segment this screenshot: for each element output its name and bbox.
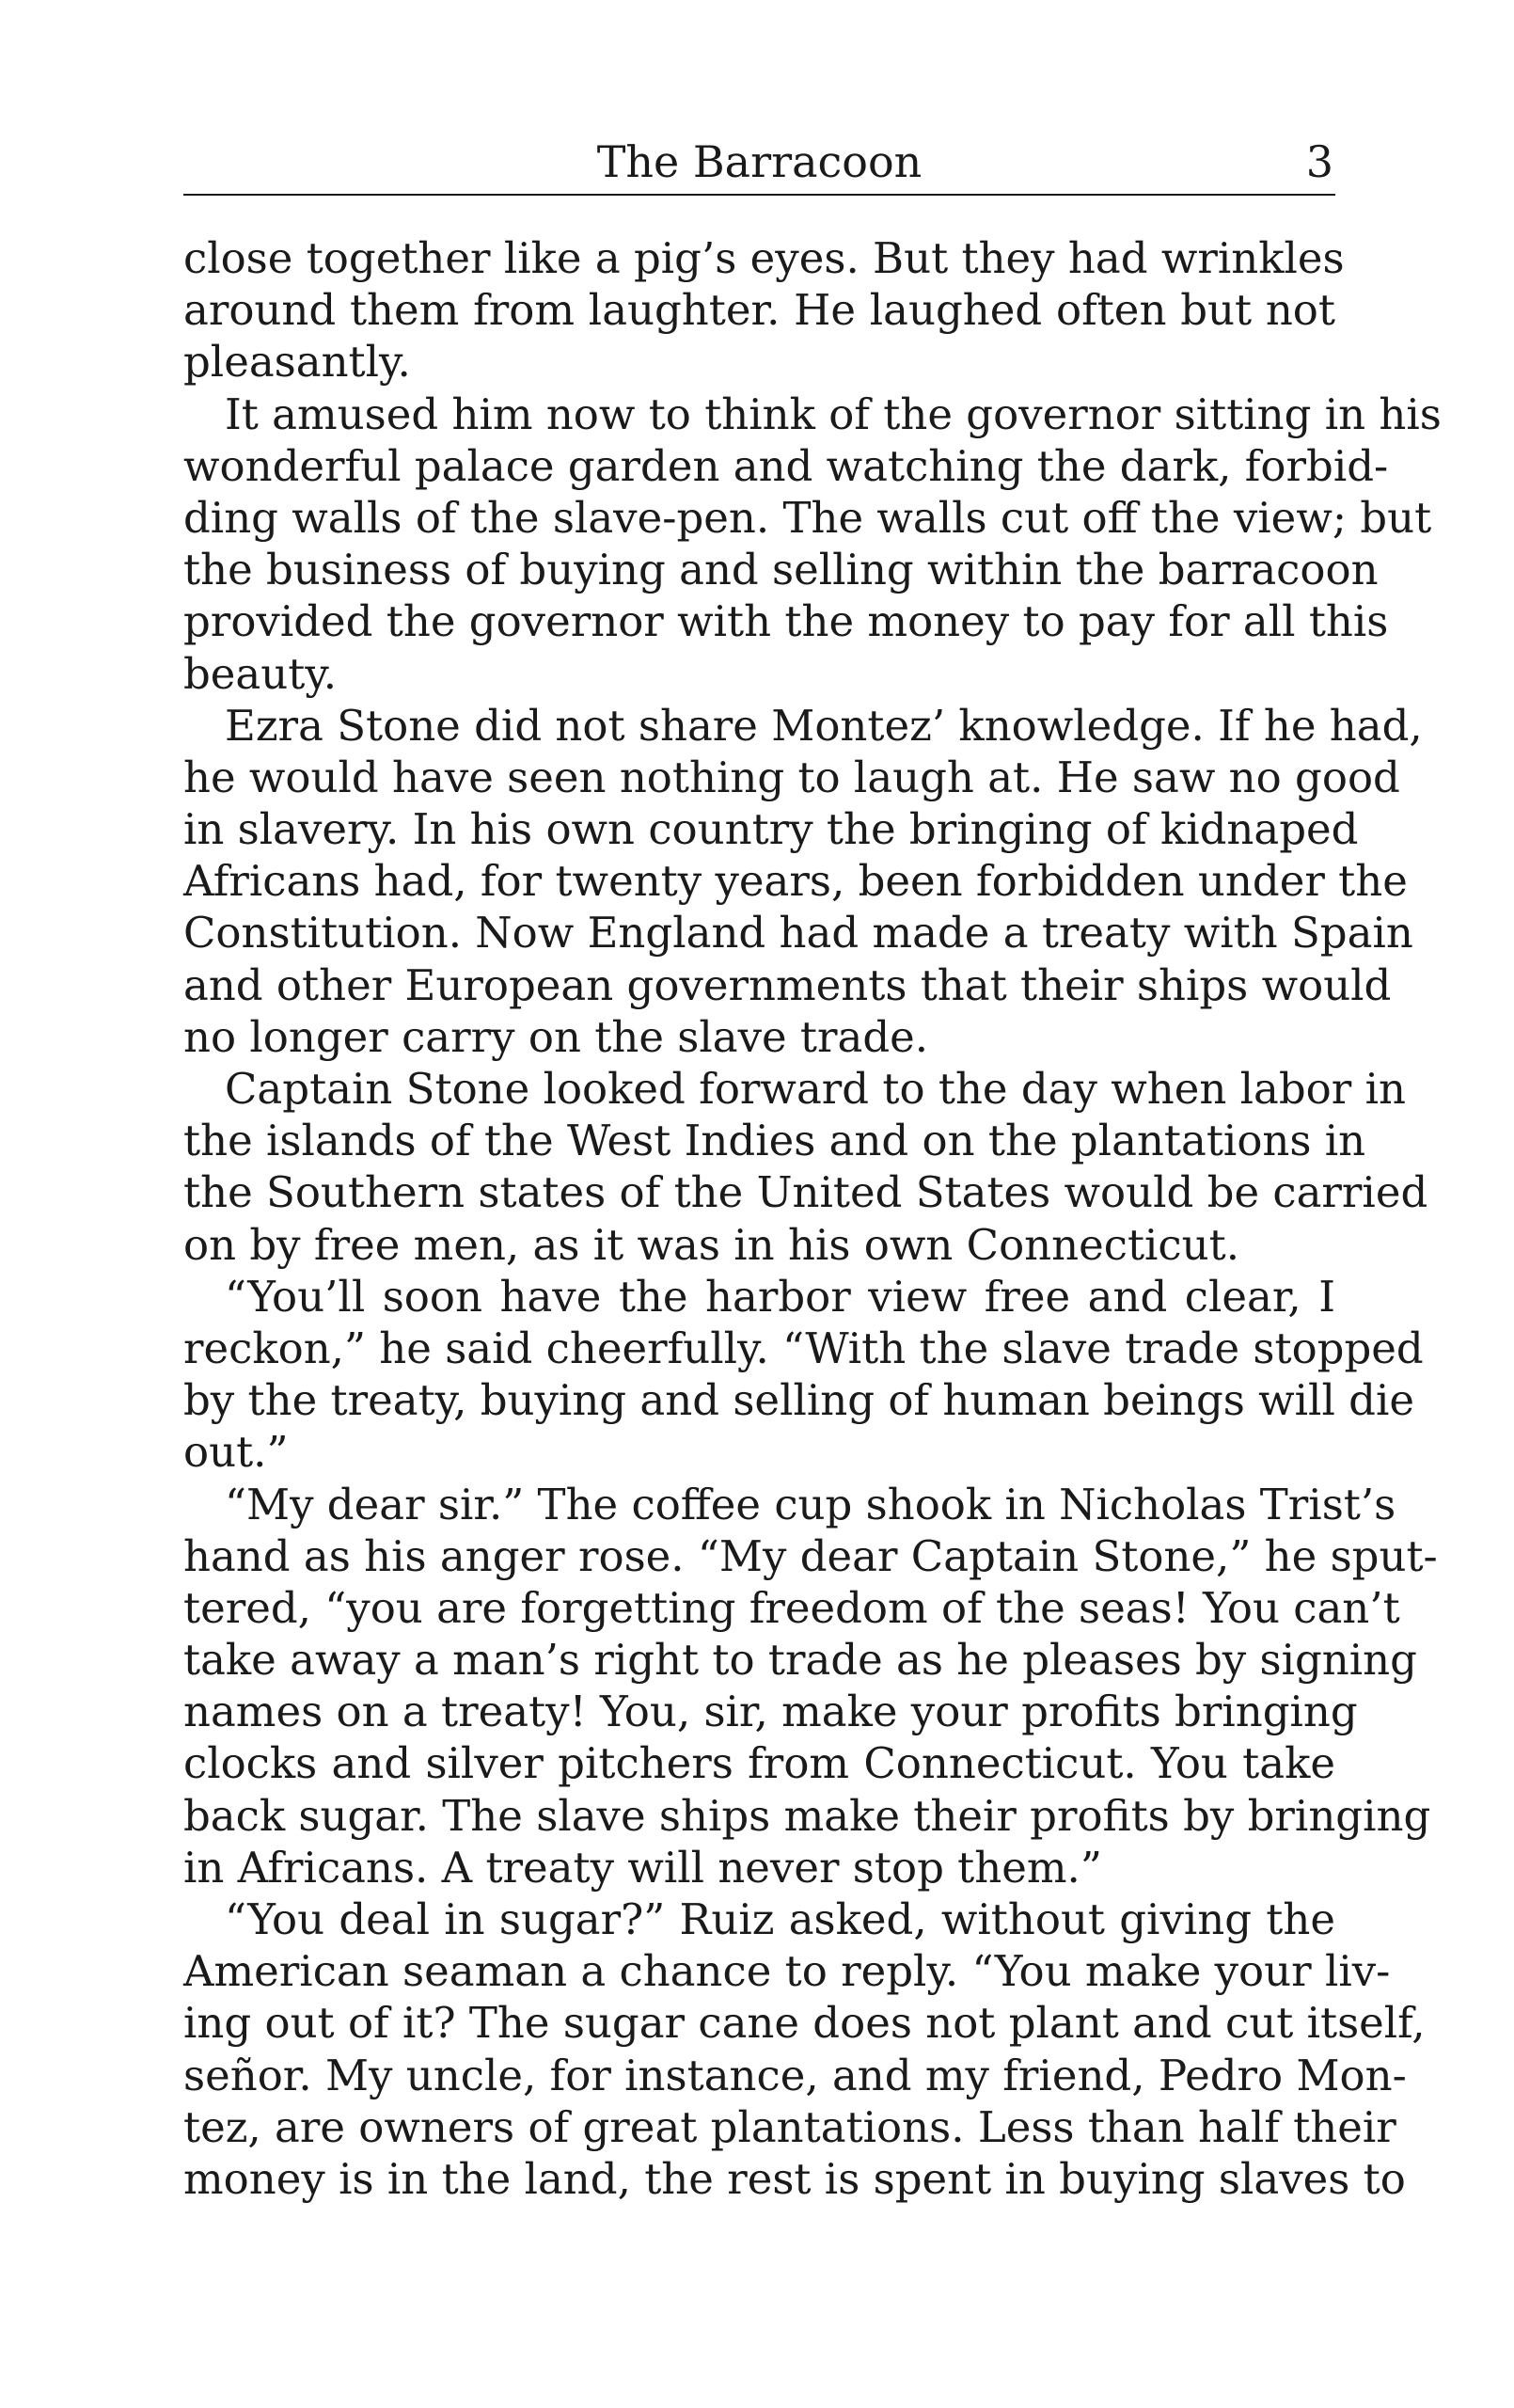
text-line: It amused him now to think of the governor sitting in his [225,388,1442,439]
text-line: reckon,” he said cheerfully. “With the slave trade stopped [183,1323,1424,1373]
text-line: in slavery. In his own country the bringing of kidnaped [183,804,1359,855]
text-line: the business of buying and selling within the barracoon [183,545,1379,595]
text-line: “You deal in sugar?” Ruiz asked, without giving the [225,1894,1335,1944]
text-line: in Africans. A treaty will never stop them.” [183,1842,1102,1893]
text-line: clocks and silver pitchers from Connecticut. You take [183,1738,1335,1789]
text-line: American seaman a chance to reply. “You make your liv- [183,1946,1391,1997]
text-line: hand as his anger rose. “My dear Captain Stone,” he sput- [183,1530,1438,1581]
text-line: pleasantly. [183,337,411,388]
text-line: money is in the land, the rest is spent in buying slaves to [183,2153,1406,2204]
text-line: Captain Stone looked forward to the day when labor in [225,1064,1406,1114]
body-text [183,232,1442,2205]
text-line: back sugar. The slave ships make their profits by bringing [183,1790,1431,1841]
text-line: by the treaty, buying and selling of human beings will die [183,1375,1414,1426]
text-line: Africans had, for twenty years, been forbidden under the [183,856,1408,907]
text-line: señor. My uncle, for instance, and my friend, Pedro Mon- [183,2050,1407,2100]
running-title: The Barracoon [596,136,923,187]
header-rule [183,194,1335,196]
page-number: 3 [1305,136,1333,187]
text-line: he would have seen nothing to laugh at. He saw no good [183,752,1400,802]
text-line: no longer carry on the slave trade. [183,1011,929,1062]
text-line: tered, “you are forgetting freedom of the seas! You can’t [183,1582,1400,1633]
text-line: Ezra Stone did not share Montez’ knowledge. If he had, [225,700,1423,751]
text-line: tez, are owners of great plantations. Less than half their [183,2101,1396,2152]
text-line: around them from laughter. He laughed often but not [183,285,1335,336]
text-line: beauty. [183,648,338,699]
text-line: names on a treaty! You, sir, make your profits bringing [183,1687,1358,1737]
text-line: provided the governor with the money to pay for all this [183,596,1389,647]
text-line: out.” [183,1427,289,1478]
text-line: close together like a pig’s eyes. But they had wrinkles [183,233,1345,283]
text-line: “My dear sir.” The coffee cup shook in Nicholas Trist’s [225,1479,1396,1529]
text-line: Constitution. Now England had made a treaty with Spain [183,908,1413,958]
running-header [183,134,1335,190]
text-line: the Southern states of the United States would be carried [183,1167,1428,1218]
text-line: take away a man’s right to trade as he pleases by signing [183,1635,1417,1686]
text-line: and other European governments that their ships would [183,959,1392,1010]
text-line: ing out of it? The sugar cane does not plant and cut itself, [183,1998,1426,2049]
text-line: ding walls of the slave-pen. The walls cut off the view; but [183,492,1432,543]
text-line: the islands of the West Indies and on the plantations in [183,1116,1366,1166]
text-line: wonderful palace garden and watching the dark, forbid- [183,440,1389,491]
text-line: “You’ll soon have the harbor view free and clear, I [225,1271,1335,1322]
text-line: on by free men, as it was in his own Connecticut. [183,1219,1240,1270]
